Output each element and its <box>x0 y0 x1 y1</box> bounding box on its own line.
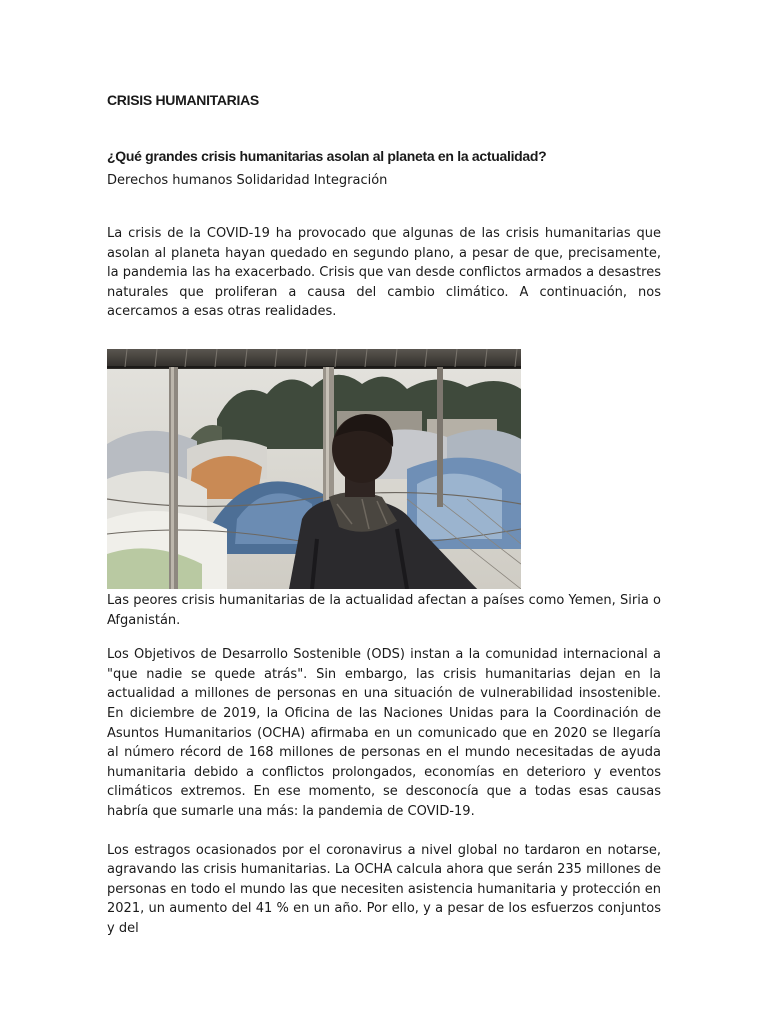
article-headline: ¿Qué grandes crisis humanitarias asolan al planeta en la actualidad? <box>107 148 547 164</box>
section-title: CRISIS HUMANITARIAS <box>107 92 259 108</box>
article-tags: Derechos humanos Solidaridad Integración <box>107 173 388 188</box>
body-paragraph-2: Los Objetivos de Desarrollo Sostenible (ODS) instan a la comunidad internacional a "que nadie se quede atrás". Sin embargo, las crisis humanitarias dejan en la actualidad a millones de personas en una situación de vulnerabilidad insostenible. En diciembre de 2019, la Oficina de las Naciones Unidas para la Coordinación de Asuntos Humanitarios (OCHA) afirmaba en un comunicado que en 2020 se llegaría al número récord de 168 millones de personas en el mundo necesitadas de ayuda humanitaria debido a conflictos prolongados, economías en deterioro y eventos climáticos extremos. En ese momento, se desconocía que a todas esas causas habría que sumarle una más: la pandemia de COVID-19. <box>107 647 661 819</box>
photo-caption: Las peores crisis humanitarias de la actualidad afectan a países como Yemen, Siria o Afganistán. <box>107 592 661 628</box>
intro-paragraph: La crisis de la COVID-19 ha provocado que algunas de las crisis humanitarias que asolan al planeta hayan quedado en segundo plano, a pesar de que, precisamente, la pandemia las ha exacerbado. Crisis que van desde conflictos armados a desastres naturales que proliferan a causa del cambio climático. A continuación, nos acercamos a esas otras realidades. <box>107 226 661 320</box>
refugee-camp-photo <box>107 349 521 589</box>
body-paragraph-3: Los estragos ocasionados por el coronavirus a nivel global no tardaron en notarse, agravando las crisis humanitarias. La OCHA calcula ahora que serán 235 millones de personas en todo el mundo las que necesiten asistencia humanitaria y protección en 2021, un aumento del 41 % en un año. Por ello, y a pesar de los esfuerzos conjuntos y del <box>107 842 661 936</box>
document-content <box>107 92 661 938</box>
